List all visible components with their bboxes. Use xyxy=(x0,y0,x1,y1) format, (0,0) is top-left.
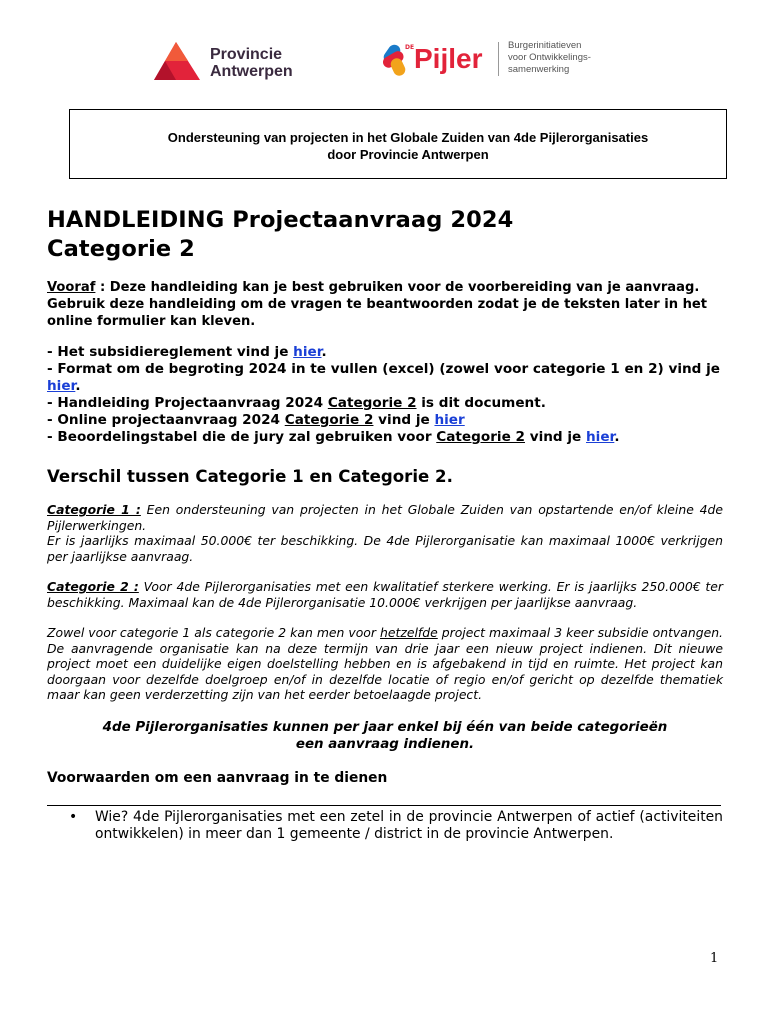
reglement-link[interactable]: hier xyxy=(293,344,322,360)
category-ref: Categorie 2 xyxy=(436,429,525,445)
title-line1: HANDLEIDING Projectaanvraag 2024 xyxy=(47,207,514,233)
intro-paragraph xyxy=(47,279,723,330)
emphasis-line2: een aanvraag indienen. xyxy=(295,736,475,752)
link-item-mid: vind je xyxy=(373,412,435,428)
link-item-handleiding xyxy=(47,395,723,412)
conditions-divider xyxy=(47,805,721,806)
link-item-end: . xyxy=(75,378,81,394)
tagline-line1: Burgerinitiatieven xyxy=(508,40,582,51)
category-ref: Categorie 2 xyxy=(327,395,417,411)
link-item-begroting xyxy=(47,361,723,395)
category1-label: Categorie 1 : xyxy=(47,502,141,517)
beoordelingstabel-link[interactable]: hier xyxy=(586,429,615,445)
bullet-icon: • xyxy=(69,808,78,825)
intro-label: Vooraf xyxy=(47,280,96,295)
logo-divider xyxy=(498,42,499,76)
emphasis-line1: 4de Pijlerorganisaties kunnen per jaar enkel bij één van beide categorieën xyxy=(102,719,668,735)
provincie-wordmark xyxy=(210,46,293,80)
pijler-de-label: DE xyxy=(405,44,415,51)
title-line2: Categorie 2 xyxy=(47,236,195,262)
link-item-mid: vind je xyxy=(524,429,586,445)
both-pre: Zowel voor categorie 1 als categorie 2 kan men voor xyxy=(47,625,380,640)
category1-paragraph xyxy=(47,502,723,564)
pijler-wordmark: Pijler xyxy=(414,43,483,74)
category2-label: Categorie 2 : xyxy=(47,579,139,594)
link-item-end: is dit document. xyxy=(416,395,546,411)
link-item-text: - Handleiding Projectaanvraag 2024 xyxy=(47,395,328,411)
category2-text: Voor 4de Pijlerorganisaties met een kwalitatief sterkere werking. Er is jaarlijks 250.000€ ter beschikking. Maximaal kan de 4de Pijlerorganisatie 10.000€ verkrijgen per jaarlijkse aanvraag. xyxy=(47,579,723,610)
intro-text: : Deze handleiding kan je best gebruiken voor de voorbereiding van je aanvraag. Gebruik deze handleiding om de vragen te beantwoorden zodat je de teksten later in het online formulier kan kleven. xyxy=(47,280,708,329)
link-item-online xyxy=(47,412,723,429)
header-box xyxy=(69,109,727,179)
pijler-logo xyxy=(380,38,620,86)
link-item-beoordeling xyxy=(47,429,723,446)
provincie-line2: Antwerpen xyxy=(210,63,293,80)
resource-links xyxy=(47,344,723,446)
category2-paragraph xyxy=(47,579,723,610)
pijler-tagline xyxy=(508,40,591,76)
category1-text: Een ondersteuning van projecten in het Globale Zuiden van opstartende en/of kleine 4de Pijlerwerkingen. xyxy=(47,502,723,533)
both-post: project maximaal 3 keer subsidie ontvangen. De aanvragende organisatie kan na deze termijn van drie jaar een nieuw project indienen. Dit nieuwe project moet een duidelijke eigen doelstelling hebben en is afgebakend in tijd en ruimte. Het project kan doorgaan voor dezelfde doelgroep en/of in dezelfde locatie of regio en/of gericht op dezelfde thematiek maar kan geen verderzetting zijn van het eerder betoelaagde project. xyxy=(47,625,723,702)
online-aanvraag-link[interactable]: hier xyxy=(434,412,465,428)
page-title xyxy=(47,206,723,264)
tagline-line2: voor Ontwikkelings- xyxy=(508,52,591,63)
conditions-item xyxy=(47,809,723,844)
both-underlined: hetzelfde xyxy=(379,625,438,640)
provincie-line1: Provincie xyxy=(210,46,283,63)
conditions-item-text: Wie? 4de Pijlerorganisaties met een zetel in de provincie Antwerpen of actief (activiteiten ontwikkelen) in meer dan 1 gemeente / district in de provincie Antwerpen. xyxy=(95,808,723,842)
link-item-end: . xyxy=(614,429,620,445)
begroting-link[interactable]: hier xyxy=(47,378,76,394)
emphasis-note xyxy=(47,719,723,753)
link-item-end: . xyxy=(321,344,327,360)
link-item-text: - Format om de begroting 2024 in te vullen (excel) (zowel voor categorie 1 en 2) vind je xyxy=(47,361,721,377)
both-categories-paragraph xyxy=(47,625,723,703)
tagline-line3: samenwerking xyxy=(508,64,570,75)
category-ref: Categorie 2 xyxy=(284,412,374,428)
link-item-text: - Online projectaanvraag 2024 xyxy=(47,412,285,428)
provincie-antwerpen-logo xyxy=(152,40,312,84)
page-number: 1 xyxy=(710,951,719,966)
link-item-reglement xyxy=(47,344,723,361)
section-heading: Verschil tussen Categorie 1 en Categorie 2. xyxy=(47,467,453,486)
conditions-heading: Voorwaarden om een aanvraag in te dienen xyxy=(47,769,388,786)
header-line2: door Provincie Antwerpen xyxy=(327,147,489,162)
document-body xyxy=(47,206,723,844)
link-item-text: - Beoordelingstabel die de jury zal gebruiken voor xyxy=(47,429,437,445)
header-line1: Ondersteuning van projecten in het Globale Zuiden van 4de Pijlerorganisaties xyxy=(167,130,649,145)
provincie-triangle-icon xyxy=(152,40,204,82)
link-item-text: - Het subsidiereglement vind je xyxy=(47,344,294,360)
category1-budget: Er is jaarlijks maximaal 50.000€ ter beschikking. De 4de Pijlerorganisatie kan maximaal 1000€ verkrijgen per jaarlijkse aanvraag. xyxy=(47,533,723,564)
header-box-text xyxy=(70,129,726,163)
